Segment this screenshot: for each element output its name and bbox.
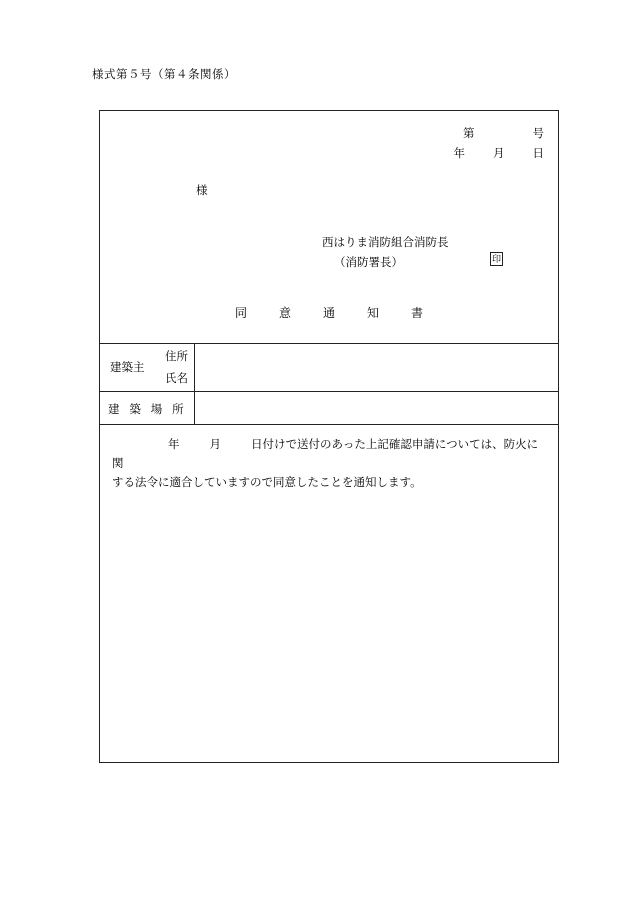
issuer-subtitle-row [334,253,501,273]
document-number-line [463,125,544,141]
body-date-month: 月 [209,439,221,451]
document-body-text [100,424,558,493]
document-frame [99,110,559,763]
document-date-line [454,145,545,161]
place-label: 建 築 場 所 [108,404,188,416]
document-number-prefix: 第 [463,128,475,140]
body-line-2: する法令に適合していますので同意したことを通知します。 [112,477,422,489]
date-day-label: 日 [532,148,544,160]
date-month-label: 月 [493,148,505,160]
owner-value-cell[interactable] [195,344,558,391]
body-date-year: 年 [168,439,180,451]
owner-label-cell [100,344,195,391]
table-row-owner [100,343,558,391]
owner-label: 建築主 [110,362,145,374]
document-title: 同 意 通 知 書 [234,306,433,320]
addressee-line: 様 [196,185,208,197]
document-number-suffix: 号 [532,128,544,140]
owner-name-label: 氏名 [165,373,188,385]
table-row-building-place [100,391,558,424]
form-number-header: 様式第５号（第４条関係） [92,69,236,81]
issuer-subtitle: （消防署長） [334,257,403,269]
owner-address-label: 住所 [165,351,188,363]
issuer-block [322,233,501,273]
issuer-title: 西はりま消防組合消防長 [322,237,449,249]
place-label-cell [100,392,195,424]
date-year-label: 年 [453,148,465,160]
place-value-cell[interactable] [195,392,558,424]
body-date-day-text: 日付けで送付のあった上記確認申請については、防火に関 [112,439,539,470]
seal-stamp-icon: 印 [491,254,501,264]
document-upper-section [100,111,558,343]
